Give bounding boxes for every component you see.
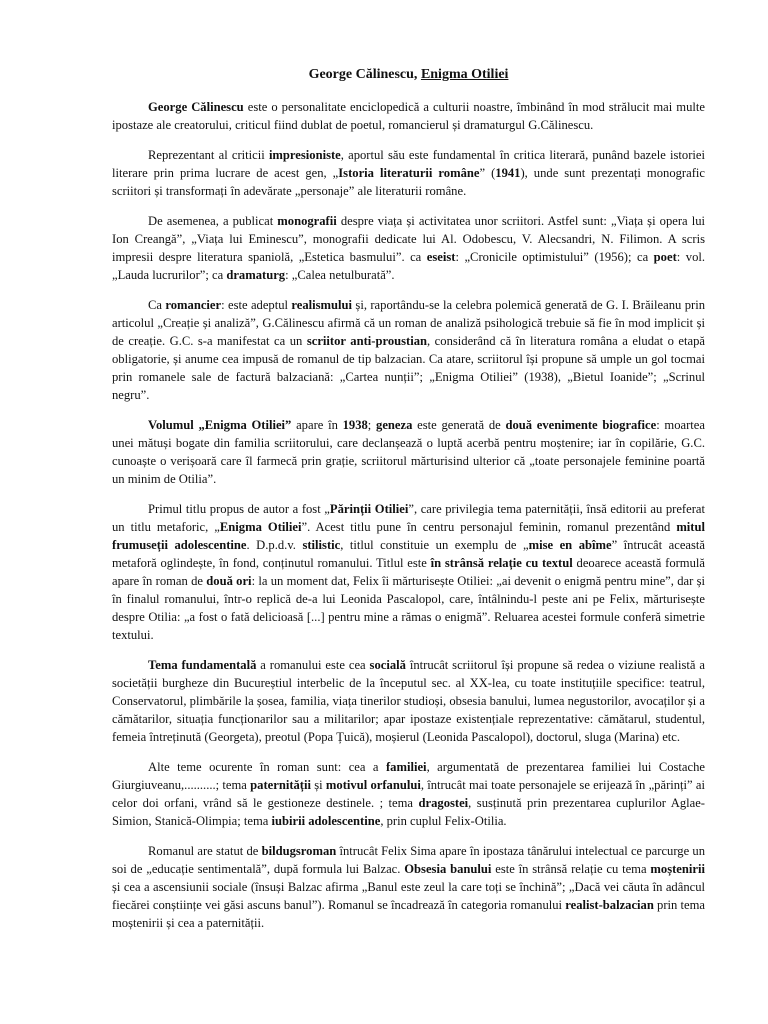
paragraph-other-themes [112,758,705,830]
text-run: ), unde sunt prezentați monografic scriitori și transformați în adevărate „personaje” ale literaturii române. [112,166,705,198]
text-run: și cea a ascensiunii sociale (însuși Balzac afirma „Banul este zeul la care toți se închină”; „Dacă vei căuta în adâncul fiecărei conștiințe vei găsi ascuns banul”). Romanul se încadrează în categoria romanului [112,880,705,912]
text-run: : la un moment dat, Felix îi mărturisește Otiliei: „ai devenit o enigmă pentru mine”, dar și în finalul romanului, într-o replică de-a lui Leonida Pascalopol, care, întâlnindu-l peste ani pe Felix, mărturisește despre Otilia: „a fost o fată delicioasă [...] pentru mine a rămas o enigmă”. Reluarea acestei formule conferă simetrie textului. [112,574,705,642]
text-run: De asemenea, a publicat [148,214,278,228]
text-run: și [311,778,326,792]
paragraph-novelist [112,296,705,404]
paragraph-intro [112,98,705,134]
bold-phrase: în strânsă relație cu textul [430,556,573,570]
bold-phrase: realismului [291,298,353,312]
bold-phrase: Părinții Otiliei [329,502,409,516]
text-run: Primul titlu propus de autor a fost „ [148,502,330,516]
bold-phrase: 1941 [495,166,521,180]
text-run: este generată de [412,418,506,432]
text-run: , argumentată de prezentarea familiei lui Costache Giurgiuveanu,..........; tema [112,760,705,792]
text-run: este în strânsă relație cu tema [491,862,651,876]
text-run: , prin cuplul Felix-Otilia. [380,814,507,828]
text-run: : vol. „Lauda lucrurilor”; ca [112,250,706,282]
bold-phrase: monografii [277,214,337,228]
bold-phrase: stilistic [302,538,341,552]
text-run: : „Cronicile optimistului” (1956); ca [455,250,654,264]
text-run: , susținută prin prezentarea cuplurilor Aglae-Simion, Stanică-Olimpia; tema [112,796,705,828]
bold-phrase: socială [369,658,406,672]
bold-phrase: Obsesia banului [404,862,492,876]
text-run: Reprezentant al criticii [148,148,269,162]
paragraph-title [112,500,705,644]
text-run: Romanul are statut de [148,844,262,858]
paragraph-genesis [112,416,705,488]
paragraph-critic [112,146,705,200]
bold-phrase: George Călinescu [148,100,244,114]
text-run: Ca [148,298,166,312]
bold-phrase: impresioniste [268,148,341,162]
text-run: ” întrucât această metaforă oglindește, în fond, conținutul romanului. Titlul este [112,538,705,570]
bold-phrase: moștenirii [650,862,705,876]
bold-phrase: Volumul „Enigma Otiliei” [148,418,292,432]
bold-phrase: dramaturg [226,268,286,282]
bold-phrase: poet [653,250,677,264]
bold-phrase: mitul frumuseții adolescentine [112,520,705,552]
bold-phrase: iubirii adolescentine [271,814,381,828]
bold-phrase: geneza [376,418,413,432]
bold-phrase: motivul orfanului [325,778,421,792]
bold-phrase: Enigma Otiliei [219,520,302,534]
text-run: : moartea unei mătuși bogate din familia scriitorului, care declanșează o luptă acerbă pentru moștenire; iar în copilărie, G.C. cunoaște o verișoară care îl farmecă prin grație, scriitorul mărturisind ulterior că „toate personajele feminine poartă un minim de Otilia”. [112,418,705,486]
text-run: întrucât Felix Sima apare în ipostaza tânărului intelectual ce parcurge un soi de „educație sentimentală”, după formula lui Balzac. [112,844,705,876]
text-run: , aportul său este fundamental în critica literară, punând bazele istoriei literare prin prima lucrare de acest gen, „ [112,148,705,180]
bold-phrase: două ori [206,574,252,588]
bold-phrase: Istoria literaturii române [338,166,480,180]
document-title [112,66,705,84]
text-run: deoarece această formulă apare în roman de [112,556,705,588]
bold-phrase: realist-balzacian [565,898,654,912]
bold-phrase: romancier [165,298,222,312]
bold-phrase: familiei [385,760,427,774]
text-run: ” ( [479,166,496,180]
text-run: ; [367,418,377,432]
text-run: , considerând că în literatura româna a eludat o etapă obligatorie, și anume cea impusă de romanul de tip balzacian. Ca atare, scriitorul își propune să umple un gol tocmai prin romanele sale de factură balzaciană: „Cartea nunții”; „Enigma Otiliei” (1938), „Bietul Ioanide”; „Scrinul negru”. [112,334,705,402]
text-run: prin tema moștenirii și cea a paternității. [112,898,705,930]
bold-phrase: eseist [426,250,456,264]
text-run: a romanului este cea [256,658,370,672]
title-work: Enigma Otiliei [420,67,509,82]
text-run: : „Calea netulburată”. [285,268,395,282]
text-run: , titlul constituie un exemplu de „ [340,538,529,552]
text-run: întrucât scriitorul își propune să redea o viziune realistă a societății burgheze din Bucureștiul interbelic de la începutul sec. al XX-lea, cu toate instituțiile specifice: teatrul, Conservatorul, plimbările la șosea, familia, viața tinerilor studioși, obsesia banului, lumea negustorilor, avocaților și a cămătarilor, situația funcționarilor sau a militarilor; apar ipostaze existențiale reprezentative: cămătarul, studentul, femeia întreținută (Georgeta), preotul (Popa Țuică), moșierul (Leonida Pascalopol), doctorul, sluga (Marina) etc. [112,658,705,744]
text-run: și, raportându-se la celebra polemică generată de G. I. Brăileanu prin articolul „Creație și analiză”, G.Călinescu afirmă că un roman de analiză psihologică trebuie să fie în mod implicit și de creație. G.C. s-a manifestat ca un [112,298,705,348]
bold-phrase: 1938 [342,418,368,432]
text-run: , întrucât mai toate personajele se erijează în „părinți” ai celor doi orfani, vrând să le gestioneze destinele. ; tema [112,778,705,810]
bold-phrase: paternității [250,778,312,792]
bold-phrase: bildugsroman [261,844,337,858]
text-run: . D.p.d.v. [246,538,303,552]
text-run: ”. Acest titlu pune în centru personajul feminin, romanul prezentând [301,520,677,534]
text-run: ”, care privilegia tema paternității, însă editorii au preferat un titlu metaforic, „ [112,502,705,534]
title-author: George Călinescu, [308,67,421,82]
bold-phrase: două evenimente biografice [505,418,657,432]
text-run: : este adeptul [221,298,292,312]
text-run: Alte teme ocurente în roman sunt: cea a [148,760,386,774]
paragraph-monographs [112,212,705,284]
paragraph-bildungsroman [112,842,705,932]
text-run: este o personalitate enciclopedică a culturii noastre, îmbinând în mod strălucit mai multe ipostaze ale creatorului, criticul fiind dublat de poetul, romancierul și dramaturgul G.Călinescu. [112,100,705,132]
paragraph-main-theme [112,656,705,746]
bold-phrase: scriitor anti-proustian [306,334,428,348]
bold-phrase: mise en abîme [528,538,612,552]
bold-phrase: dragostei [418,796,469,810]
bold-phrase: Tema fundamentală [148,658,257,672]
text-run: apare în [291,418,343,432]
text-run: despre viața și activitatea unor scriitori. Astfel sunt: „Viața și opera lui Ion Creangă”, „Viața lui Eminescu”, monografii dedicate lui Al. Odobescu, V. Alecsandri, N. Filimon. A scris impresii despre literatura spaniolă, „Estetica basmului”. ca [112,214,705,264]
